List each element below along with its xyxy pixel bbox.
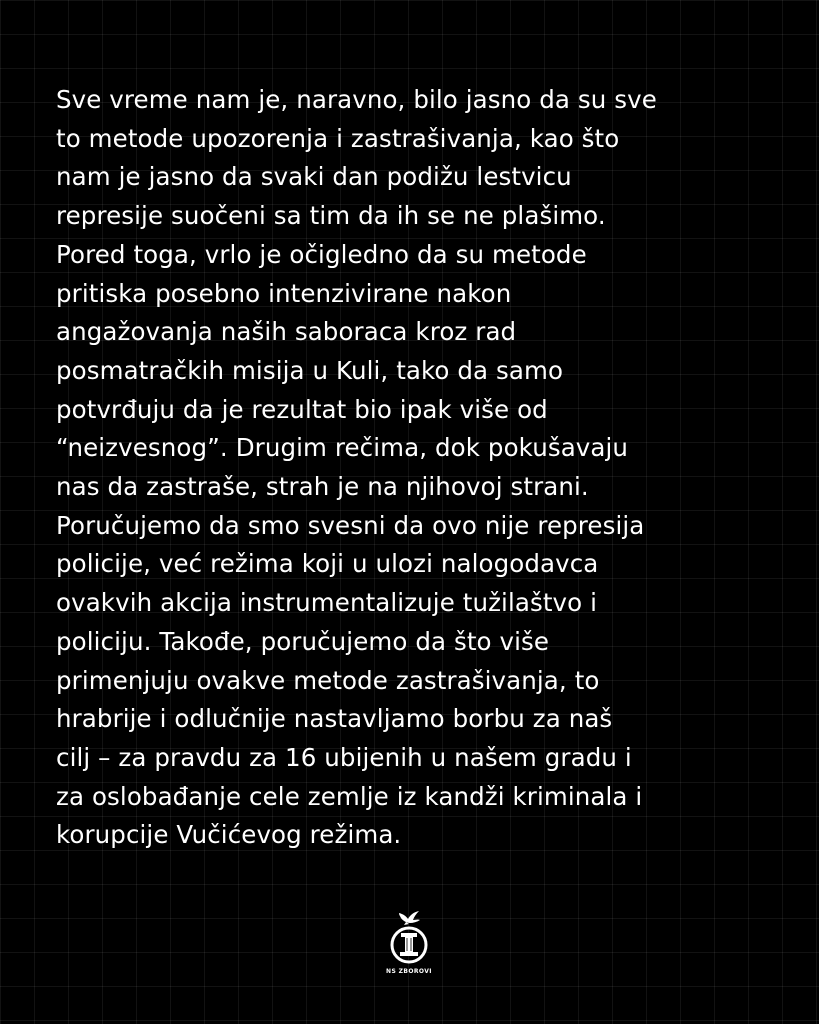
statement-line: posmatračkih misija u Kuli, tako da samo [56, 355, 564, 385]
statement-line: za oslobađanje cele zemlje iz kandži kriminala i [56, 781, 643, 811]
dove-pillar-emblem-icon [379, 905, 439, 967]
statement-line: policiju. Takođe, poručujemo da što više [56, 626, 550, 656]
statement-line: korupcije Vučićevog režima. [56, 820, 402, 850]
statement-line: pritiska posebno intenzivirane nakon [56, 278, 512, 308]
statement-line: cilj – za pravdu za 16 ubijenih u našem gradu i [56, 742, 632, 772]
statement-line: nas da zastraše, strah je na njihovoj strani. [56, 472, 589, 502]
statement-line: primenjuju ovakve metode zastrašivanja, to [56, 665, 600, 695]
statement-line: hrabrije i odlučnije nastavljamo borbu za naš [56, 704, 613, 734]
statement-line: ovakvih akcija instrumentalizuje tužilaštvo i [56, 588, 598, 618]
statement-line: Pored toga, vrlo je očigledno da su metode [56, 239, 587, 269]
statement-line: Sve vreme nam je, naravno, bilo jasno da su sve [56, 85, 657, 114]
statement-line: Poručujemo da smo svesni da ovo nije represija [56, 510, 645, 540]
statement-line: policije, već režima koji u ulozi nalogodavca [56, 549, 599, 579]
statement-line: nam je jasno da svaki dan podižu lestvicu [56, 162, 572, 192]
statement-line: “neizvesnog”. Drugim rečima, dok pokušavaju [56, 433, 629, 463]
statement-text [56, 81, 776, 855]
statement-line: to metode upozorenja i zastrašivanja, kao što [56, 123, 620, 153]
statement-line: represije suočeni sa tim da ih se ne plašimo. [56, 201, 606, 231]
statement-line: potvrđuju da je rezultat bio ipak više od [56, 394, 548, 424]
statement-line: angažovanja naših saboraca kroz rad [56, 317, 517, 347]
logo-caption: NS ZBOROVI [386, 968, 432, 975]
ns-zborovi-logo [379, 905, 439, 983]
